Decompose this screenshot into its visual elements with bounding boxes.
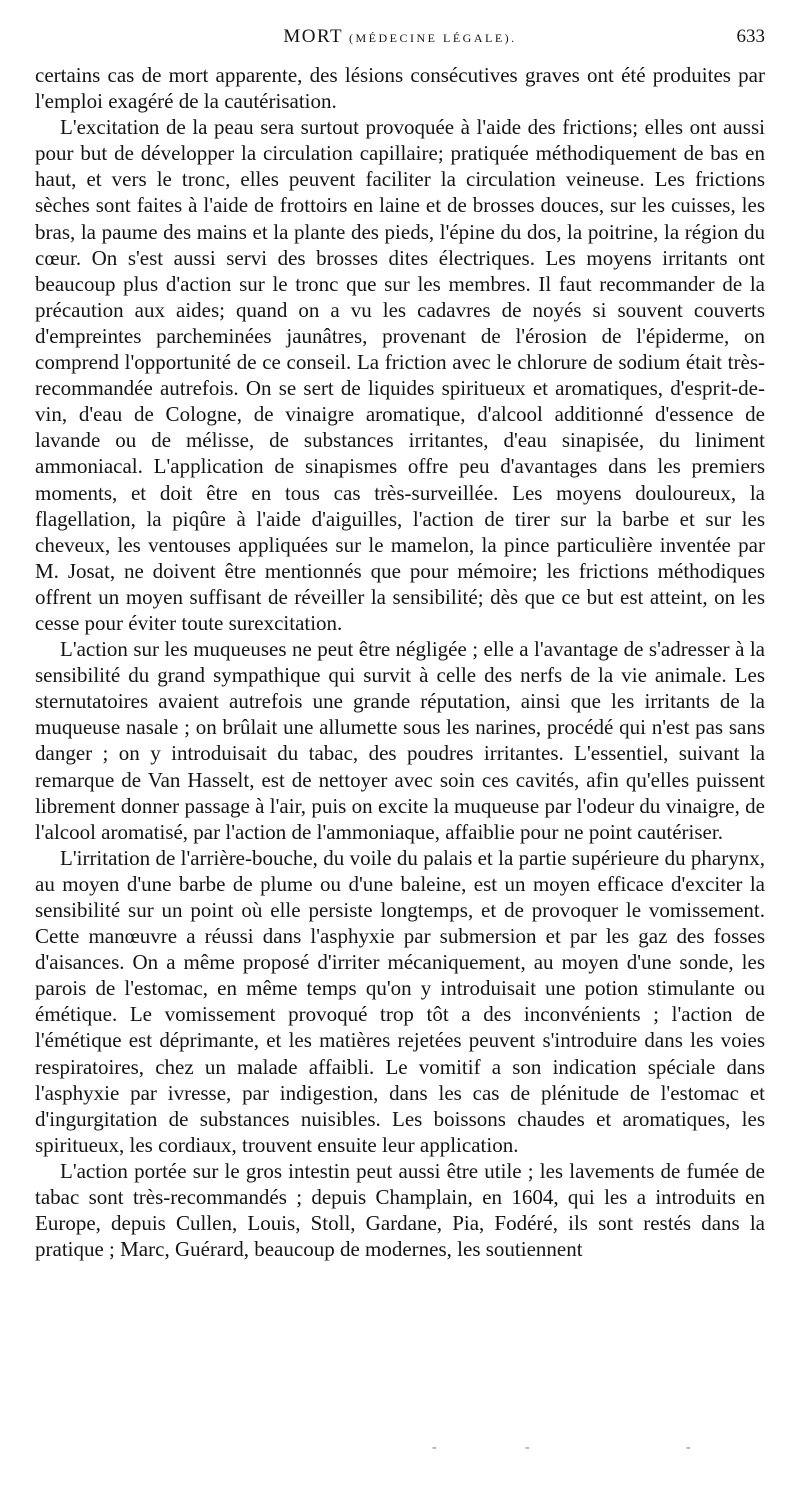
page-number: 633	[736, 26, 765, 47]
running-title-subtitle: (MÉDECINE LÉGALE).	[349, 31, 517, 45]
paragraph-arriere-bouche: L'irritation de l'arrière-bouche, du voile du palais et la partie supérieure du pharynx, au moyen d'une barbe de plume ou d'une baleine, est un moyen efficace d'exciter la sensibilité sur un point où elle persiste longtemps, et de provoquer le vomissement. Cette manœuvre a réussi dans l'asphyxie par submersion et par les gaz des fosses d'aisances. On a même proposé d'irriter mécaniquement, au moyen d'une sonde, les parois de l'estomac, en même temps qu'on y introduisait une potion stimulante ou émétique. Le vomissement provoqué trop tôt a des inconvénients ; l'action de l'émétique est déprimante, et les matières rejetées peuvent s'introduire dans les voies respiratoires, chez un malade affaibli. Le vomitif a son indication spéciale dans l'asphyxie par ivresse, par indigestion, dans les cas de plénitude de l'estomac et d'ingurgitation de substances nuisibles. Les boissons chaudes et aromatiques, les spiritueux, les cordiaux, trouvent ensuite leur application.	[35, 845, 765, 1157]
footer-mark: -	[432, 1440, 437, 1455]
footer-mark: -	[525, 1440, 530, 1455]
paragraph-continued: certains cas de mort apparente, des lésions consécutives graves ont été produites par l'emploi exagéré de la cautérisation.	[35, 63, 765, 114]
document-page	[35, 0, 765, 1262]
paragraph-frictions: L'excitation de la peau sera surtout provoquée à l'aide des frictions; elles ont aussi pour but de développer la circulation capillaire; pratiquée méthodiquement de bas en haut, et vers le tronc, elles peuvent faciliter la circulation veineuse. Les frictions sèches sont faites à l'aide de frottoirs en laine et de brosses douces, sur les cuisses, les bras, la paume des mains et la plante des pieds, l'épine du dos, la poitrine, la région du cœur. On s'est aussi servi des brosses dites électriques. Les moyens irritants ont beaucoup plus d'action sur le tronc que sur les membres. Il faut recommander de la précaution aux aides; quand on a vu les cadavres de noyés si souvent couverts d'empreintes parcheminées jaunâtres, provenant de l'érosion de l'épiderme, on comprend l'opportunité de ce conseil. La friction avec le chlorure de sodium était très-recommandée autrefois. On se sert de liquides spiritueux et aromatiques, d'esprit-de-vin, d'eau de Cologne, de vinaigre aromatique, d'alcool additionné d'essence de lavande ou de mélisse, de substances irritantes, d'eau sinapisée, du liniment ammoniacal. L'application de sinapismes offre peu d'avantages dans les premiers moments, et doit être en tous cas très-surveillée. Les moyens douloureux, la flagellation, la piqûre à l'aide d'aiguilles, l'action de tirer sur la barbe et sur les cheveux, les ventouses appliquées sur le mamelon, la pince particulière inventée par M. Josat, ne doivent être mentionnés que pour mémoire; les frictions méthodiques offrent un moyen suffisant de réveiller la sensibilité; dès que ce but est atteint, on les cesse pour éviter toute surexcitation.	[35, 115, 765, 635]
body-text	[35, 62, 765, 1262]
footer-mark: -	[686, 1440, 691, 1455]
running-title	[35, 26, 765, 48]
footer-marks	[0, 1440, 800, 1460]
running-header	[35, 0, 765, 56]
paragraph-muqueuses: L'action sur les muqueuses ne peut être négligée ; elle a l'avantage de s'adresser à la sensibilité du grand sympathique qui survit à celle des nerfs de la vie animale. Les sternutatoires avaient autrefois une grande réputation, ainsi que les irritants de la muqueuse nasale ; on brûlait une allumette sous les narines, procédé qui n'est pas sans danger ; on y introduisait du tabac, des poudres irritantes. L'essentiel, suivant la remarque de Van Hasselt, est de nettoyer avec soin ces cavités, afin qu'elles puissent librement donner passage à l'air, puis on excite la muqueuse par l'odeur du vinaigre, de l'alcool aromatisé, par l'action de l'ammoniaque, affaiblie pour ne point cautériser.	[35, 637, 765, 844]
paragraph-gros-intestin: L'action portée sur le gros intestin peut aussi être utile ; les lavements de fumée de tabac sont très-recommandés ; depuis Champlain, en 1604, qui les a introduits en Europe, depuis Cullen, Louis, Stoll, Gardane, Pia, Fodéré, ils sont restés dans la pratique ; Marc, Guérard, beaucoup de modernes, les soutiennent	[35, 1158, 765, 1262]
running-title-main: MORT	[283, 26, 343, 47]
